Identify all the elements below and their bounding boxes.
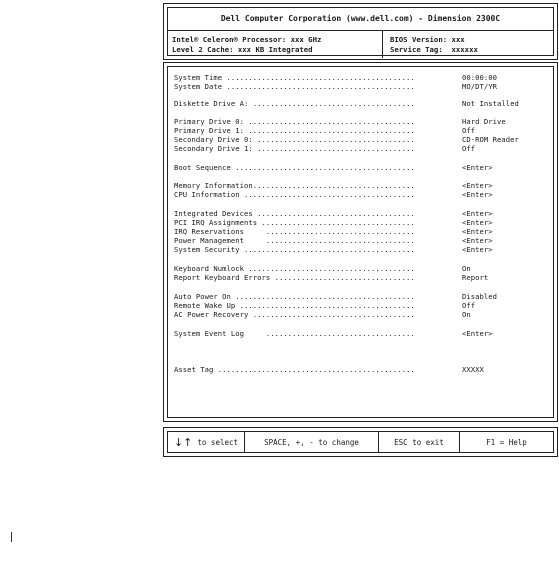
setting-keyboard-numlock[interactable] [174, 264, 552, 273]
setting-value: Disabled [462, 292, 498, 301]
setting-value: On [462, 264, 471, 273]
setting-irq-reservations[interactable] [174, 227, 552, 236]
setting-label: PCI IRQ Assignments ................................... [174, 218, 415, 227]
setting-label: Auto Power On ......................................... [174, 292, 415, 301]
bios-version: BIOS Version: xxx [390, 35, 465, 44]
bios-header-inner [167, 7, 554, 56]
help-exit [379, 432, 460, 452]
setting-secondary-drive-1[interactable] [174, 144, 552, 153]
setting-power-management[interactable] [174, 236, 552, 245]
setting-value: <Enter> [462, 209, 493, 218]
setting-label: Primary Drive 0: ...................................... [174, 117, 415, 126]
setting-label: Keyboard Numlock ...................................... [174, 264, 415, 273]
setting-label: Integrated Devices .................................... [174, 209, 415, 218]
setting-value: Report [462, 273, 489, 282]
system-info-row [168, 30, 553, 58]
help-f1-label: F1 = Help [486, 437, 527, 447]
setting-value: <Enter> [462, 218, 493, 227]
help-change-label: SPACE, +, - to change [264, 437, 359, 447]
setting-value: <Enter> [462, 236, 493, 245]
help-change [245, 432, 379, 452]
setting-label: Memory Information..................................... [174, 181, 415, 190]
setting-value: Off [462, 144, 476, 153]
setting-primary-drive-1[interactable] [174, 126, 552, 135]
info-divider [382, 31, 383, 58]
setting-label: System Event Log .................................. [174, 329, 415, 338]
setting-label: Asset Tag ............................................. [174, 365, 415, 374]
setting-primary-drive-0[interactable] [174, 117, 552, 126]
setting-system-security[interactable] [174, 245, 552, 254]
key-help-inner [167, 431, 554, 453]
setting-secondary-drive-0[interactable] [174, 135, 552, 144]
setting-label: System Time ........................................... [174, 73, 415, 82]
setting-value: <Enter> [462, 245, 493, 254]
system-info-left [172, 35, 377, 54]
setting-diskette-drive-a[interactable] [174, 99, 552, 108]
setting-memory-information[interactable] [174, 181, 552, 190]
setting-system-date[interactable] [174, 82, 552, 91]
setting-label: Secondary Drive 1: .................................... [174, 144, 415, 153]
help-select-label: to select [197, 437, 239, 447]
setting-label: Report Keyboard Errors ................................ [174, 273, 415, 282]
processor-info: Intel® Celeron® Processor: xxx GHz [172, 35, 322, 44]
setting-auto-power-on[interactable] [174, 292, 552, 301]
setting-label: Power Management .................................. [174, 236, 415, 245]
setting-label: Boot Sequence ......................................... [174, 163, 415, 172]
setting-remote-wake-up[interactable] [174, 301, 552, 310]
setting-label: Diskette Drive A: ..................................... [174, 99, 415, 108]
setting-value: <Enter> [462, 329, 493, 338]
setting-value: Off [462, 301, 476, 310]
setting-report-keyboard-errors[interactable] [174, 273, 552, 282]
setting-label: System Date ........................................... [174, 82, 415, 91]
setting-label: Remote Wake Up ........................................ [174, 301, 415, 310]
setting-value: Hard Drive [462, 117, 506, 126]
setting-asset-tag[interactable] [174, 365, 552, 374]
setting-value: 00:00:00 [462, 73, 498, 82]
setting-value: On [462, 310, 471, 319]
setting-pci-irq-assignments[interactable] [174, 218, 552, 227]
help-select [168, 432, 245, 452]
settings-panel [163, 62, 558, 422]
setting-value: <Enter> [462, 190, 493, 199]
setting-system-event-log[interactable] [174, 329, 552, 338]
setting-label: Secondary Drive 0: .................................... [174, 135, 415, 144]
cache-info: Level 2 Cache: xxx KB Integrated [172, 44, 313, 54]
setting-cpu-information[interactable] [174, 190, 552, 199]
setting-label: AC Power Recovery ..................................... [174, 310, 415, 319]
up-down-arrows-icon: ↓↑ [173, 435, 193, 449]
setting-integrated-devices[interactable] [174, 209, 552, 218]
setting-label: CPU Information ....................................... [174, 190, 415, 199]
setting-label: Primary Drive 1: ...................................... [174, 126, 415, 135]
bios-header [163, 3, 558, 60]
setting-value: <Enter> [462, 163, 493, 172]
setting-value: CD-ROM Reader [462, 135, 519, 144]
setting-value: Not Installed [462, 99, 519, 108]
setting-value: Off [462, 126, 476, 135]
settings-list [168, 67, 553, 417]
help-f1 [460, 432, 553, 452]
service-tag: Service Tag: xxxxxx [390, 44, 478, 54]
setting-boot-sequence[interactable] [174, 163, 552, 172]
bios-title: Dell Computer Corporation (www.dell.com) - Dimension 2300C [220, 14, 501, 23]
setting-label: System Security ....................................... [174, 245, 415, 254]
setting-system-time[interactable] [174, 73, 552, 82]
settings-panel-inner [167, 66, 554, 418]
setting-label: IRQ Reservations .................................. [174, 227, 415, 236]
key-help-bar [163, 427, 558, 457]
system-info-right [390, 35, 551, 54]
setting-ac-power-recovery[interactable] [174, 310, 552, 319]
setting-value: MO/DT/YR [462, 82, 498, 91]
help-exit-label: ESC to exit [394, 437, 444, 447]
setting-value: <Enter> [462, 227, 493, 236]
setting-value: XXXXX [462, 365, 484, 374]
setting-value: <Enter> [462, 181, 493, 190]
page-margin-mark [11, 532, 12, 542]
